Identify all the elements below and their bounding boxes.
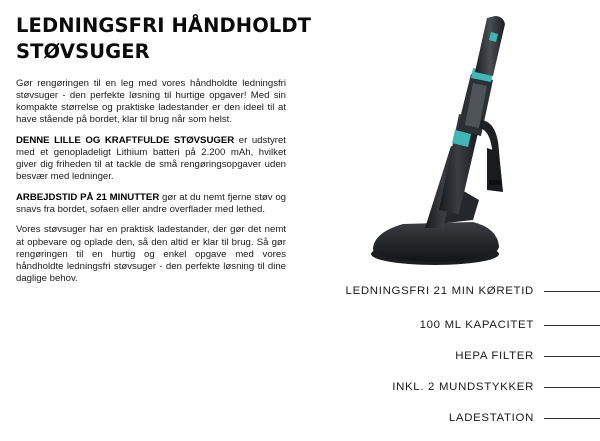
feature-label-runtime: LEDNINGSFRI 21 MIN KØRETID	[345, 285, 534, 297]
paragraph-runtime	[16, 192, 286, 216]
feature-item-capacity	[420, 319, 600, 331]
paragraph-intro: Gør rengøringen til en leg med vores håndholdte ledningsfri støvsuger - den perfekte løsning til hurtige opgaver! Med sin kompakte størrelse og praktiske ladestander er den ideel til at have stående på bordet, klar til brug når som helst.	[16, 78, 286, 126]
description-text	[16, 78, 286, 293]
feature-item-charging	[449, 412, 600, 424]
feature-label-capacity: 100 ML KAPACITET	[419, 319, 534, 331]
feature-label-nozzles: INKL. 2 MUNDSTYKKER	[392, 381, 534, 393]
paragraph-battery-body: er udstyret med et genopladeligt Lithium batteri på 2.200 mAh, hvilket giver dig friheden til at tackle de små rengøringsopgaver uden besvær med ledninger.	[16, 134, 286, 183]
feature-line	[544, 356, 600, 357]
feature-line	[544, 387, 600, 388]
feature-item-nozzles	[392, 381, 600, 393]
feature-line	[544, 418, 600, 419]
paragraph-runtime-body: gør at du nemt fjerne støv og snavs fra bordet, sofaen eller andre overflader med lethed.	[16, 191, 286, 215]
feature-item-runtime	[346, 285, 600, 297]
vacuum-handle	[475, 16, 505, 76]
feature-line	[544, 291, 600, 292]
paragraph-battery-heading: DENNE LILLE OG KRAFTFULDE STØVSUGER	[16, 134, 235, 146]
paragraph-runtime-heading: ARBEJDSTID PÅ 21 MINUTTER	[16, 191, 160, 203]
feature-item-filter	[455, 350, 600, 362]
feature-label-filter: HEPA FILTER	[455, 350, 534, 362]
title-line-2: STØVSUGER	[16, 40, 150, 63]
paragraph-battery	[16, 135, 286, 183]
grip-detail	[489, 180, 501, 185]
title-line-1: LEDNINGSFRI HÅNDHOLDT	[16, 14, 312, 37]
back-grip	[487, 148, 503, 192]
feature-line	[544, 325, 600, 326]
handheld-vacuum-image	[355, 10, 515, 272]
paragraph-charging-stand: Vores støvsuger har en praktisk ladestander, der gør det nemt at opbevare og oplade den, så den altid er klar til brug. Så gør rengøringen til en hurtig og enkel opgave med vores håndholdte ledningsfri støvsuger - den perfekte løsning til dine daglige behov.	[16, 224, 286, 284]
page-title	[16, 13, 336, 65]
feature-label-charging: LADESTATION	[448, 412, 534, 424]
